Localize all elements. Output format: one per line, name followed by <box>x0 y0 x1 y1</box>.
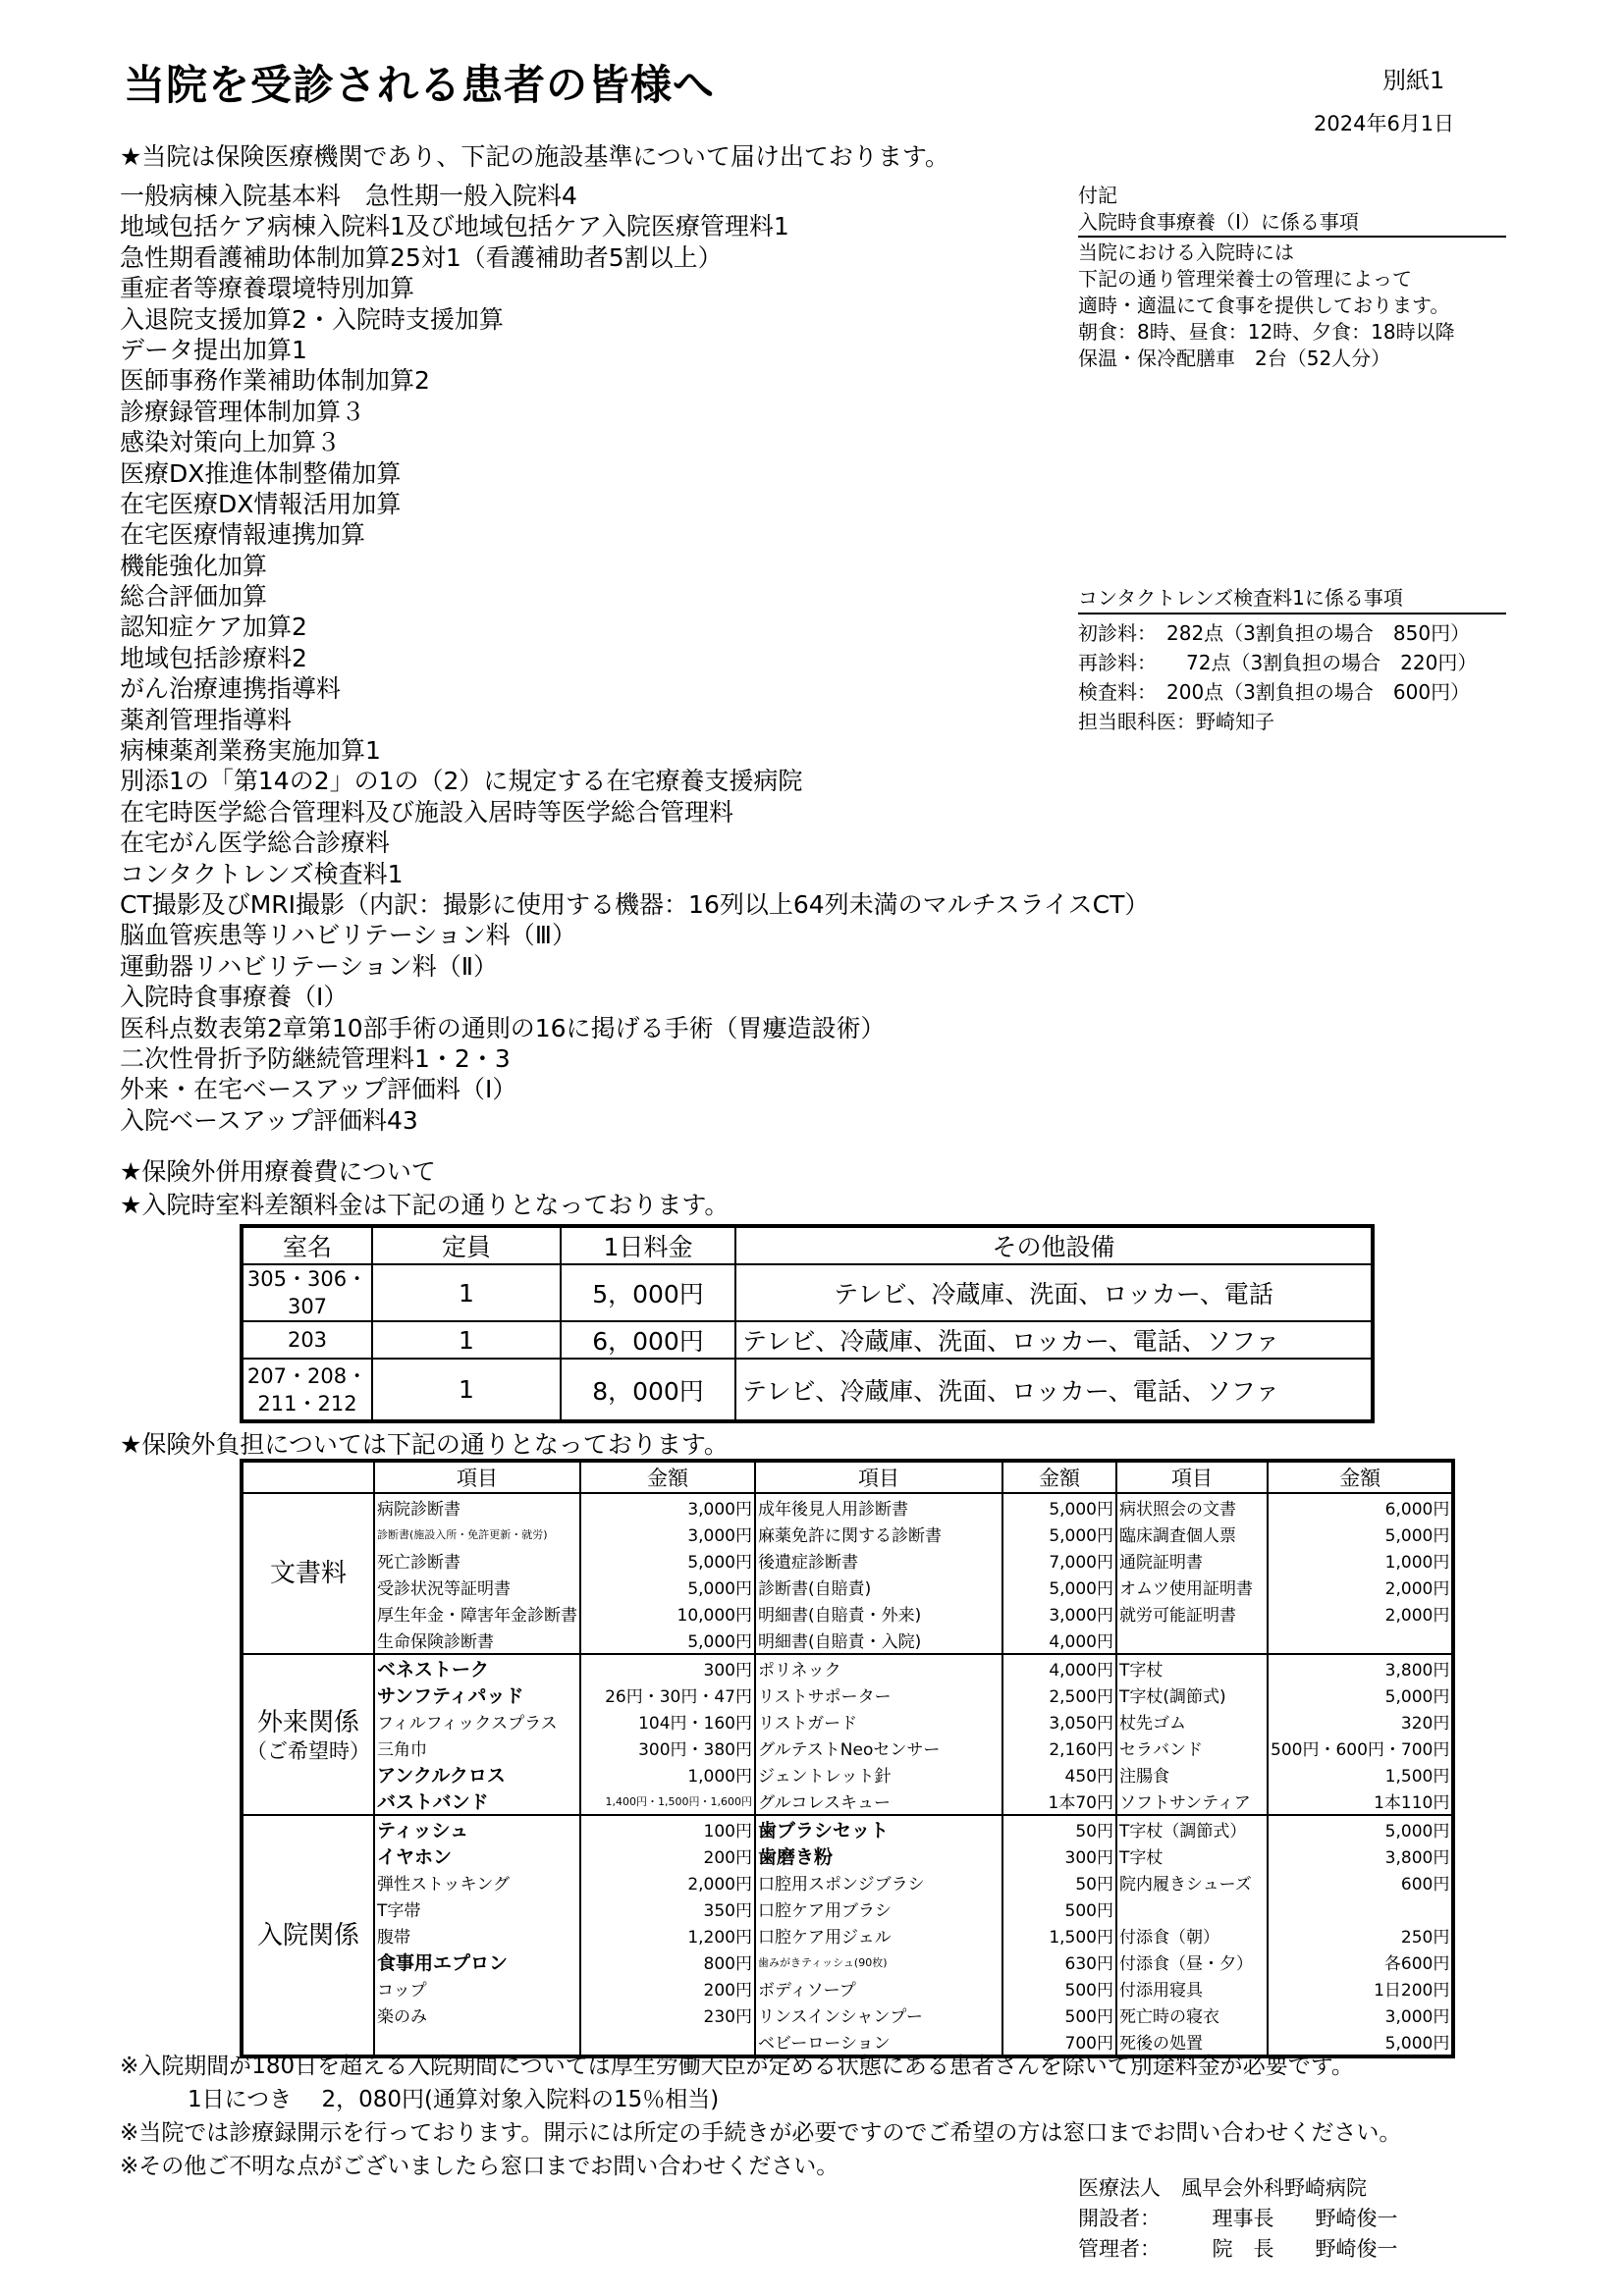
fee-amount <box>1268 1896 1453 1922</box>
contact-lens-line: 初診料： 282点（3割負担の場合 850円） <box>1078 621 1471 645</box>
fee-amount: 1日200円 <box>1268 1975 1453 2002</box>
fee-amount: 6,000円 <box>1268 1493 1453 1521</box>
room-table-header <box>242 1226 1373 1264</box>
fee-item: 腹帯 <box>374 1922 580 1949</box>
fee-amount: 5,000円 <box>1002 1574 1116 1600</box>
fee-amount: 800円 <box>580 1949 755 1975</box>
fee-row <box>242 1869 1453 1896</box>
footnotes <box>120 2050 1401 2183</box>
fee-item: リンスインシャンプー <box>755 2002 1002 2028</box>
extra-cost-heading: ★保険外併用療養費について <box>120 1157 436 1186</box>
standard-item: 医療DX推進体制整備加算 <box>120 458 402 488</box>
amount-col-header: 金額 <box>1268 1461 1453 1493</box>
fee-amount: 700円 <box>1002 2028 1116 2056</box>
fee-item: 明細書(自賠責・外来) <box>755 1600 1002 1627</box>
meal-note-line: 適時・適温にて食事を提供しております。 <box>1078 294 1450 317</box>
fee-col-header: 1日料金 <box>561 1226 735 1264</box>
sheet-label: 別紙1 <box>1382 67 1445 94</box>
fee-item: 歯みがきティッシュ(90枚) <box>755 1949 1002 1975</box>
fee-item: 後遺症診断書 <box>755 1547 1002 1574</box>
fee-amount: 320円 <box>1268 1708 1453 1735</box>
standard-item: 在宅医療DX情報活用加算 <box>120 489 402 518</box>
fee-amount: 600円 <box>1268 1869 1453 1896</box>
contact-lens-note <box>1078 583 1506 736</box>
fee-item: ソフトサンティア <box>1116 1788 1268 1815</box>
fee-row <box>242 1521 1453 1547</box>
fee-item: バストバンド <box>374 1788 580 1815</box>
fee-item: 診断書(自賠責) <box>755 1574 1002 1600</box>
fee-amount: 450円 <box>1002 1761 1116 1788</box>
room-name: 305・306・307 <box>242 1264 372 1321</box>
fee-row <box>242 1735 1453 1761</box>
fee-item: ジェントレット針 <box>755 1761 1002 1788</box>
fee-amount: 10,000円 <box>580 1600 755 1627</box>
meal-note <box>1078 183 1506 372</box>
fee-amount: 1本70円 <box>1002 1788 1116 1815</box>
fee-amount: 3,800円 <box>1268 1842 1453 1869</box>
room-fee: 8，000円 <box>561 1359 735 1421</box>
fee-amount: 5,000円 <box>1002 1493 1116 1521</box>
fee-amount: 4,000円 <box>1002 1654 1116 1682</box>
fee-amount: 5,000円 <box>580 1627 755 1654</box>
fee-amount: 100円 <box>580 1815 755 1842</box>
fee-item: 病院診断書 <box>374 1493 580 1521</box>
standard-item: 脳血管疾患等リハビリテーション料（Ⅲ） <box>120 921 576 950</box>
fee-amount: 50円 <box>1002 1815 1116 1842</box>
fee-item: 麻薬免許に関する診断書 <box>755 1521 1002 1547</box>
standard-item: データ提出加算1 <box>120 335 307 364</box>
room-capacity: 1 <box>372 1359 561 1421</box>
fee-row <box>242 1627 1453 1654</box>
fee-item: 通院証明書 <box>1116 1547 1268 1574</box>
fee-item: T字杖 <box>1116 1842 1268 1869</box>
fee-item: イヤホン <box>374 1842 580 1869</box>
standard-item: 総合評価加算 <box>120 582 268 612</box>
issue-date: 2024年6月1日 <box>1314 112 1455 135</box>
fee-row <box>242 1682 1453 1708</box>
item-col-header: 項目 <box>374 1461 580 1493</box>
fee-amount: 3,000円 <box>580 1493 755 1521</box>
fee-item: T字杖（調節式） <box>1116 1815 1268 1842</box>
fee-item: ポリネック <box>755 1654 1002 1682</box>
hospital-signature <box>1078 2173 1398 2265</box>
meal-note-label: 付記 <box>1078 184 1117 207</box>
item-col-header: 項目 <box>755 1461 1002 1493</box>
equipment-col-header: その他設備 <box>735 1226 1373 1264</box>
room-fee-table <box>240 1224 1375 1423</box>
fee-item: フィルフィックスプラス <box>374 1708 580 1735</box>
fee-amount: 1,000円 <box>580 1761 755 1788</box>
standard-item: 地域包括診療料2 <box>120 643 307 672</box>
fee-row <box>242 1654 1453 1682</box>
fee-item <box>1116 1896 1268 1922</box>
standard-item: 感染対策向上加算３ <box>120 428 342 457</box>
fee-item: ベネストーク <box>374 1654 580 1682</box>
footnote-line: ※入院期間が180日を超える入院期間については厚生労働大臣が定める状態にある患者さんを除いて別途料金が必要です。 <box>120 2054 1354 2079</box>
fee-row <box>242 1922 1453 1949</box>
fee-category-label: 外来関係 <box>256 1708 359 1737</box>
self-pay-fee-table <box>240 1459 1455 2058</box>
contact-lens-line: 担当眼科医：野崎知子 <box>1078 710 1274 733</box>
standard-item: 医師事務作業補助体制加算2 <box>120 366 430 396</box>
fee-amount: 1,400円・1,500円・1,600円 <box>580 1788 755 1815</box>
fee-amount: 2,160円 <box>1002 1735 1116 1761</box>
fee-item <box>1116 1627 1268 1654</box>
fee-row <box>242 1788 1453 1815</box>
fee-item: 病状照会の文書 <box>1116 1493 1268 1521</box>
fee-amount: 5,000円 <box>1268 2028 1453 2056</box>
room-row <box>242 1359 1373 1421</box>
fee-item: 弾性ストッキング <box>374 1869 580 1896</box>
fee-item: 院内履きシューズ <box>1116 1869 1268 1896</box>
fee-amount: 230円 <box>580 2002 755 2028</box>
room-fee: 6，000円 <box>561 1321 735 1359</box>
fee-amount: 3,800円 <box>1268 1654 1453 1682</box>
standard-item: 診療録管理体制加算３ <box>120 397 366 426</box>
fee-amount: 3,000円 <box>1002 1600 1116 1627</box>
fee-item: 付添食（朝） <box>1116 1922 1268 1949</box>
fee-amount: 2,000円 <box>1268 1574 1453 1600</box>
fee-row <box>242 1493 1453 1521</box>
fee-item: ティッシュ <box>374 1815 580 1842</box>
fee-amount: 300円 <box>580 1654 755 1682</box>
fee-item: 成年後見人用診断書 <box>755 1493 1002 1521</box>
room-row <box>242 1264 1373 1321</box>
standard-item: 病棟薬剤業務実施加算1 <box>120 736 381 766</box>
fee-amount: 1,500円 <box>1002 1922 1116 1949</box>
room-name: 207・208・211・212 <box>242 1359 372 1421</box>
meal-note-line: 下記の通り管理栄養士の管理によって <box>1078 267 1412 291</box>
fee-item: 死亡時の寝衣 <box>1116 2002 1268 2028</box>
meal-note-heading: 入院時食事療養（Ⅰ）に係る事項 <box>1078 209 1506 238</box>
standard-item: 急性期看護補助体制加算25対1（看護補助者5割以上） <box>120 242 723 272</box>
fee-item: 生命保険診断書 <box>374 1627 580 1654</box>
standard-item: コンタクトレンズ検査料1 <box>120 859 404 888</box>
room-capacity: 1 <box>372 1321 561 1359</box>
fee-amount: 50円 <box>1002 1869 1116 1896</box>
fee-category <box>242 1654 374 1815</box>
fee-amount: 200円 <box>580 1975 755 2002</box>
fee-item: 付添用寝具 <box>1116 1975 1268 2002</box>
fee-item: コップ <box>374 1975 580 2002</box>
fee-row <box>242 1547 1453 1574</box>
standard-item: 認知症ケア加算2 <box>120 613 307 642</box>
fee-item: セラバンド <box>1116 1735 1268 1761</box>
fee-category-sub: （ご希望時） <box>246 1739 370 1763</box>
standard-item: 外来・在宅ベースアップ評価料（Ⅰ） <box>120 1075 517 1104</box>
contact-lens-line: 検査料： 200点（3割負担の場合 600円） <box>1078 680 1471 704</box>
fee-amount: 5,000円 <box>1002 1521 1116 1547</box>
fee-row <box>242 1896 1453 1922</box>
standard-item: 地域包括ケア病棟入院料1及び地域包括ケア入院医療管理料1 <box>120 212 789 241</box>
fee-item: 三角巾 <box>374 1735 580 1761</box>
fee-item: 診断書(施設入所・免許更新・就労) <box>374 1521 580 1547</box>
standard-item: 医科点数表第2章第10部手術の通則の16に掲げる手術（胃瘻造設術） <box>120 1013 886 1042</box>
standard-item: 在宅医療情報連携加算 <box>120 520 366 550</box>
fee-item: リストサポーター <box>755 1682 1002 1708</box>
footnote-line: 1日につき 2，080円(通算対象入院料の15％相当) <box>120 2087 720 2112</box>
fee-row <box>242 1708 1453 1735</box>
fee-item: 口腔用スポンジブラシ <box>755 1869 1002 1896</box>
fee-item: 臨床調査個人票 <box>1116 1521 1268 1547</box>
room-col-header: 室名 <box>242 1226 372 1264</box>
fee-row <box>242 1949 1453 1975</box>
fee-amount: 104円・160円 <box>580 1708 755 1735</box>
standard-item: 一般病棟入院基本料 急性期一般入院料4 <box>120 182 577 210</box>
standard-item: 在宅時医学総合管理料及び施設入居時等医学総合管理料 <box>120 797 734 827</box>
fee-item: 死亡診断書 <box>374 1547 580 1574</box>
fee-amount: 2,000円 <box>1268 1600 1453 1627</box>
hospital-founder: 開設者： 理事長 野崎俊一 <box>1078 2207 1398 2230</box>
fee-item: 口腔ケア用ジェル <box>755 1922 1002 1949</box>
standard-item: 運動器リハビリテーション料（Ⅱ） <box>120 951 499 981</box>
standard-item: 在宅がん医学総合診療料 <box>120 828 391 858</box>
fee-amount: 26円・30円・47円 <box>580 1682 755 1708</box>
fee-item: グルテストNeoセンサー <box>755 1735 1002 1761</box>
fee-row <box>242 1975 1453 2002</box>
meal-note-line: 当院における入院時には <box>1078 240 1294 264</box>
fee-row <box>242 1761 1453 1788</box>
fee-item: 明細書(自賠責・入院) <box>755 1627 1002 1654</box>
standard-item: 重症者等療養環境特別加算 <box>120 274 415 303</box>
fee-item: 就労可能証明書 <box>1116 1600 1268 1627</box>
fee-amount: 2,000円 <box>580 1869 755 1896</box>
fee-row <box>242 1574 1453 1600</box>
fee-category-label: 文書料 <box>269 1559 347 1588</box>
fee-amount <box>1268 1627 1453 1654</box>
fee-item: 受診状況等証明書 <box>374 1574 580 1600</box>
room-equipment: テレビ、冷蔵庫、洗面、ロッカー、電話、ソファ <box>735 1359 1373 1421</box>
fee-item: ベビーローション <box>755 2028 1002 2056</box>
room-fee: 5，000円 <box>561 1264 735 1321</box>
footnote-line: ※その他ご不明な点がございましたら窓口までお問い合わせください。 <box>120 2154 839 2179</box>
fee-row <box>242 1815 1453 1842</box>
fee-row <box>242 1600 1453 1627</box>
fee-amount: 1,200円 <box>580 1922 755 1949</box>
standard-item: 入退院支援加算2・入院時支援加算 <box>120 304 504 334</box>
facility-standards-notice: ★当院は保険医療機関であり、下記の施設基準について届け出ております。 <box>120 142 949 171</box>
fee-amount: 630円 <box>1002 1949 1116 1975</box>
fee-amount: 5,000円 <box>1268 1682 1453 1708</box>
room-fee-heading: ★入院時室料差額料金は下記の通りとなっております。 <box>120 1191 730 1219</box>
room-capacity: 1 <box>372 1264 561 1321</box>
fee-amount: 2,500円 <box>1002 1682 1116 1708</box>
fee-amount: 300円 <box>1002 1842 1116 1869</box>
fee-amount: 1,500円 <box>1268 1761 1453 1788</box>
fee-amount: 5,000円 <box>580 1547 755 1574</box>
contact-lens-lines <box>1078 618 1506 736</box>
fee-amount: 500円・600円・700円 <box>1268 1735 1453 1761</box>
standard-item: 二次性骨折予防継続管理料1・2・3 <box>120 1043 511 1073</box>
fee-item: アンクルクロス <box>374 1761 580 1788</box>
fee-item: 歯磨き粉 <box>755 1842 1002 1869</box>
fee-amount: 350円 <box>580 1896 755 1922</box>
fee-item: グルコレスキュー <box>755 1788 1002 1815</box>
fee-amount: 7,000円 <box>1002 1547 1116 1574</box>
fee-amount: 3,000円 <box>1268 2002 1453 2028</box>
fee-item: 注腸食 <box>1116 1761 1268 1788</box>
hospital-manager: 管理者： 院 長 野崎俊一 <box>1078 2237 1398 2261</box>
standard-item: 別添1の「第14の2」の1の（2）に規定する在宅療養支援病院 <box>120 767 803 796</box>
fee-item: 楽のみ <box>374 2002 580 2028</box>
fee-amount: 3,050円 <box>1002 1708 1116 1735</box>
contact-lens-heading: コンタクトレンズ検査料1に係る事項 <box>1078 583 1506 614</box>
capacity-col-header: 定員 <box>372 1226 561 1264</box>
standard-item: がん治療連携指導料 <box>120 674 342 704</box>
amount-col-header: 金額 <box>580 1461 755 1493</box>
fee-row <box>242 2002 1453 2028</box>
fee-amount: 5,000円 <box>1268 1521 1453 1547</box>
fee-item: T字帯 <box>374 1896 580 1922</box>
item-col-header: 項目 <box>1116 1461 1268 1493</box>
room-equipment: テレビ、冷蔵庫、洗面、ロッカー、電話、ソファ <box>735 1321 1373 1359</box>
fee-amount: 500円 <box>1002 1896 1116 1922</box>
fee-item: 歯ブラシセット <box>755 1815 1002 1842</box>
category-col-header <box>242 1461 374 1493</box>
fee-amount: 3,000円 <box>580 1521 755 1547</box>
fee-amount: 250円 <box>1268 1922 1453 1949</box>
hospital-name: 医療法人 風早会外科野崎病院 <box>1078 2176 1367 2200</box>
fee-amount: 4,000円 <box>1002 1627 1116 1654</box>
fee-amount: 1,000円 <box>1268 1547 1453 1574</box>
contact-lens-line: 再診料： 72点（3割負担の場合 220円） <box>1078 651 1478 674</box>
meal-note-lines <box>1078 240 1506 372</box>
fee-item: 死後の処置 <box>1116 2028 1268 2056</box>
fee-item: T字杖(調節式) <box>1116 1682 1268 1708</box>
room-equipment: テレビ、冷蔵庫、洗面、ロッカー、電話 <box>735 1264 1373 1321</box>
footnote-line: ※当院では診療録開示を行っております。開示には所定の手続きが必要ですのでご希望の方は窓口までお問い合わせください。 <box>120 2120 1402 2146</box>
fee-amount: 300円・380円 <box>580 1735 755 1761</box>
room-name: 203 <box>242 1321 372 1359</box>
room-row <box>242 1321 1373 1359</box>
fee-item: 食事用エプロン <box>374 1949 580 1975</box>
meal-note-line: 朝食：8時、昼食：12時、夕食：18時以降 <box>1078 320 1455 344</box>
standard-item: 入院時食事療養（Ⅰ） <box>120 983 349 1012</box>
fee-amount: 5,000円 <box>580 1574 755 1600</box>
fee-item: オムツ使用証明書 <box>1116 1574 1268 1600</box>
page-title: 当院を受診される患者の皆様へ <box>124 61 716 109</box>
fee-category <box>242 1815 374 2056</box>
fee-amount: 500円 <box>1002 2002 1116 2028</box>
meal-note-line: 保温・保冷配膳車 2台（52人分） <box>1078 347 1391 370</box>
self-pay-heading: ★保険外負担については下記の通りとなっております。 <box>120 1430 729 1459</box>
fee-table-header <box>242 1461 1453 1493</box>
fee-item: 口腔ケア用ブラシ <box>755 1896 1002 1922</box>
fee-amount: 5,000円 <box>1268 1815 1453 1842</box>
fee-row <box>242 1842 1453 1869</box>
fee-item: ボディソープ <box>755 1975 1002 2002</box>
standard-item: 機能強化加算 <box>120 551 268 580</box>
fee-category <box>242 1493 374 1654</box>
fee-amount: 200円 <box>580 1842 755 1869</box>
fee-amount: 各600円 <box>1268 1949 1453 1975</box>
standard-item: 入院ベースアップ評価料43 <box>120 1105 418 1135</box>
fee-item: 杖先ゴム <box>1116 1708 1268 1735</box>
standard-item: CT撮影及びMRI撮影（内訳：撮影に使用する機器：16列以上64列未満のマルチスライスCT） <box>120 889 1150 919</box>
fee-amount: 500円 <box>1002 1975 1116 2002</box>
amount-col-header: 金額 <box>1002 1461 1116 1493</box>
fee-amount: 1本110円 <box>1268 1788 1453 1815</box>
fee-item: サンフティパッド <box>374 1682 580 1708</box>
fee-table-body <box>242 1493 1453 2056</box>
fee-item: 厚生年金・障害年金診断書 <box>374 1600 580 1627</box>
facility-standards-list <box>120 181 1149 1136</box>
fee-item: リストガード <box>755 1708 1002 1735</box>
fee-item: 付添食（昼・夕） <box>1116 1949 1268 1975</box>
fee-category-label: 入院関係 <box>256 1920 359 1950</box>
standard-item: 薬剤管理指導料 <box>120 705 293 734</box>
fee-item: T字杖 <box>1116 1654 1268 1682</box>
